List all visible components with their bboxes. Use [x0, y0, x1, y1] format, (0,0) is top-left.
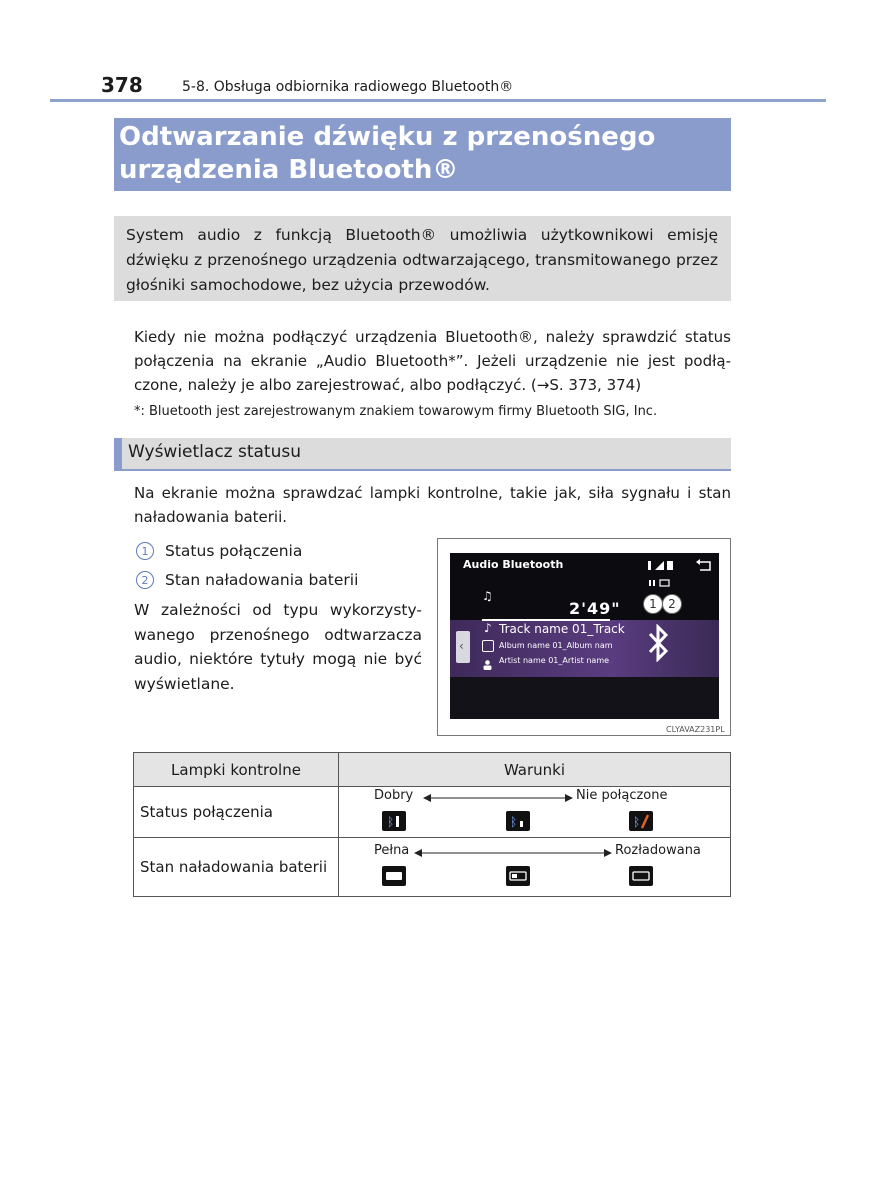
battery-half-icon	[506, 866, 530, 886]
table-header-conditions: Warunki	[339, 753, 731, 787]
title-line-2: urządzenia Bluetooth®	[119, 155, 459, 185]
label-discharged: Rozładowana	[615, 843, 701, 858]
callout-2: 2	[662, 594, 682, 614]
music-note-icon: ♫	[482, 589, 493, 603]
screen-time: 2'49"	[569, 599, 621, 618]
number-circle: 2	[136, 571, 154, 589]
row-conditions-battery	[339, 838, 731, 897]
page-number: 378	[101, 73, 143, 97]
bluetooth-icon	[647, 624, 671, 662]
list-item-label: Stan naładowania baterii	[165, 571, 359, 589]
list-item-connection	[136, 539, 302, 563]
footnote: *: Bluetooth jest zarejestrowanym znakiem towarowym firmy Bluetooth SIG, Inc.	[134, 404, 658, 419]
list-item-battery	[136, 568, 358, 592]
screen-divider	[482, 619, 610, 621]
table-header-indicators: Lampki kontrolne	[134, 753, 339, 787]
row-label-battery: Stan naładowania baterii	[134, 838, 339, 897]
row-conditions-connection	[339, 787, 731, 838]
indicator-table	[133, 752, 731, 897]
track-icon: ♪	[484, 621, 492, 635]
svg-text:ᛒ: ᛒ	[510, 815, 518, 829]
track-name: Track name 01_Track	[499, 622, 625, 636]
number-circle: 1	[136, 542, 154, 560]
row-label-connection: Status połączenia	[134, 787, 339, 838]
paragraph-titles: W zależności od typu wykorzysty- wanego przenośnego odtwarzacza audio, niektóre tytuły mogą nie być wyświetlane.	[134, 601, 422, 693]
label-full: Pełna	[374, 843, 410, 858]
running-header: 5-8. Obsługa odbiornika radiowego Bluetooth®	[182, 79, 514, 95]
bt-signal-good-icon	[382, 811, 406, 831]
paragraph-connection: Kiedy nie można podłączyć urządzenia Bluetooth®, należy sprawdzić status połączenia na ekranie „Audio Bluetooth*”. Jeżeli urządzenie nie jest podłą- czone, należy je albo zarejestrować, albo podłączyć. (→S. 373, 374)	[134, 328, 731, 394]
bt-not-connected-icon	[629, 811, 653, 831]
chevron-left-icon: ‹	[459, 639, 464, 653]
table-header-row	[134, 753, 731, 787]
title-line-1: Odtwarzanie dźwięku z przenośnego	[119, 122, 656, 152]
screen-status-icons	[644, 558, 716, 594]
page-title	[119, 121, 655, 187]
battery-full-icon	[382, 866, 406, 886]
label-good: Dobry	[374, 788, 414, 803]
label-not-connected: Nie połączone	[576, 788, 668, 803]
table-row	[134, 838, 731, 897]
callout-1: 1	[643, 594, 663, 614]
section-heading-bar	[114, 438, 122, 469]
svg-text:ᛒ: ᛒ	[633, 815, 641, 829]
svg-text:ᛒ: ᛒ	[387, 815, 395, 829]
artist-icon	[483, 655, 492, 665]
screen-bottom	[450, 677, 719, 719]
image-code: CLYAVAZ231PL	[666, 725, 725, 734]
screen-title: Audio Bluetooth	[463, 558, 564, 571]
arrow-double-icon	[423, 793, 573, 803]
table-row	[134, 787, 731, 838]
arrow-double-icon	[414, 848, 612, 858]
header-rule	[50, 99, 826, 102]
bt-signal-weak-icon	[506, 811, 530, 831]
list-item-label: Status połączenia	[165, 542, 303, 560]
section-heading: Wyświetlacz statusu	[128, 442, 302, 462]
album-icon	[482, 640, 494, 652]
album-name: Album name 01_Album nam	[499, 641, 613, 650]
artist-name: Artist name 01_Artist name	[499, 656, 610, 665]
paragraph-status: Na ekranie można sprawdzać lampki kontrolne, takie jak, siła sygnału i stan naładowania baterii.	[134, 484, 731, 526]
battery-empty-icon	[629, 866, 653, 886]
intro-text: System audio z funkcją Bluetooth® umożliwia użytkownikowi emisję dźwięku z przenośnego urządzenia odtwarzającego, transmitowanego przez głośniki samochodowe, bez użycia przewodów.	[126, 226, 718, 294]
